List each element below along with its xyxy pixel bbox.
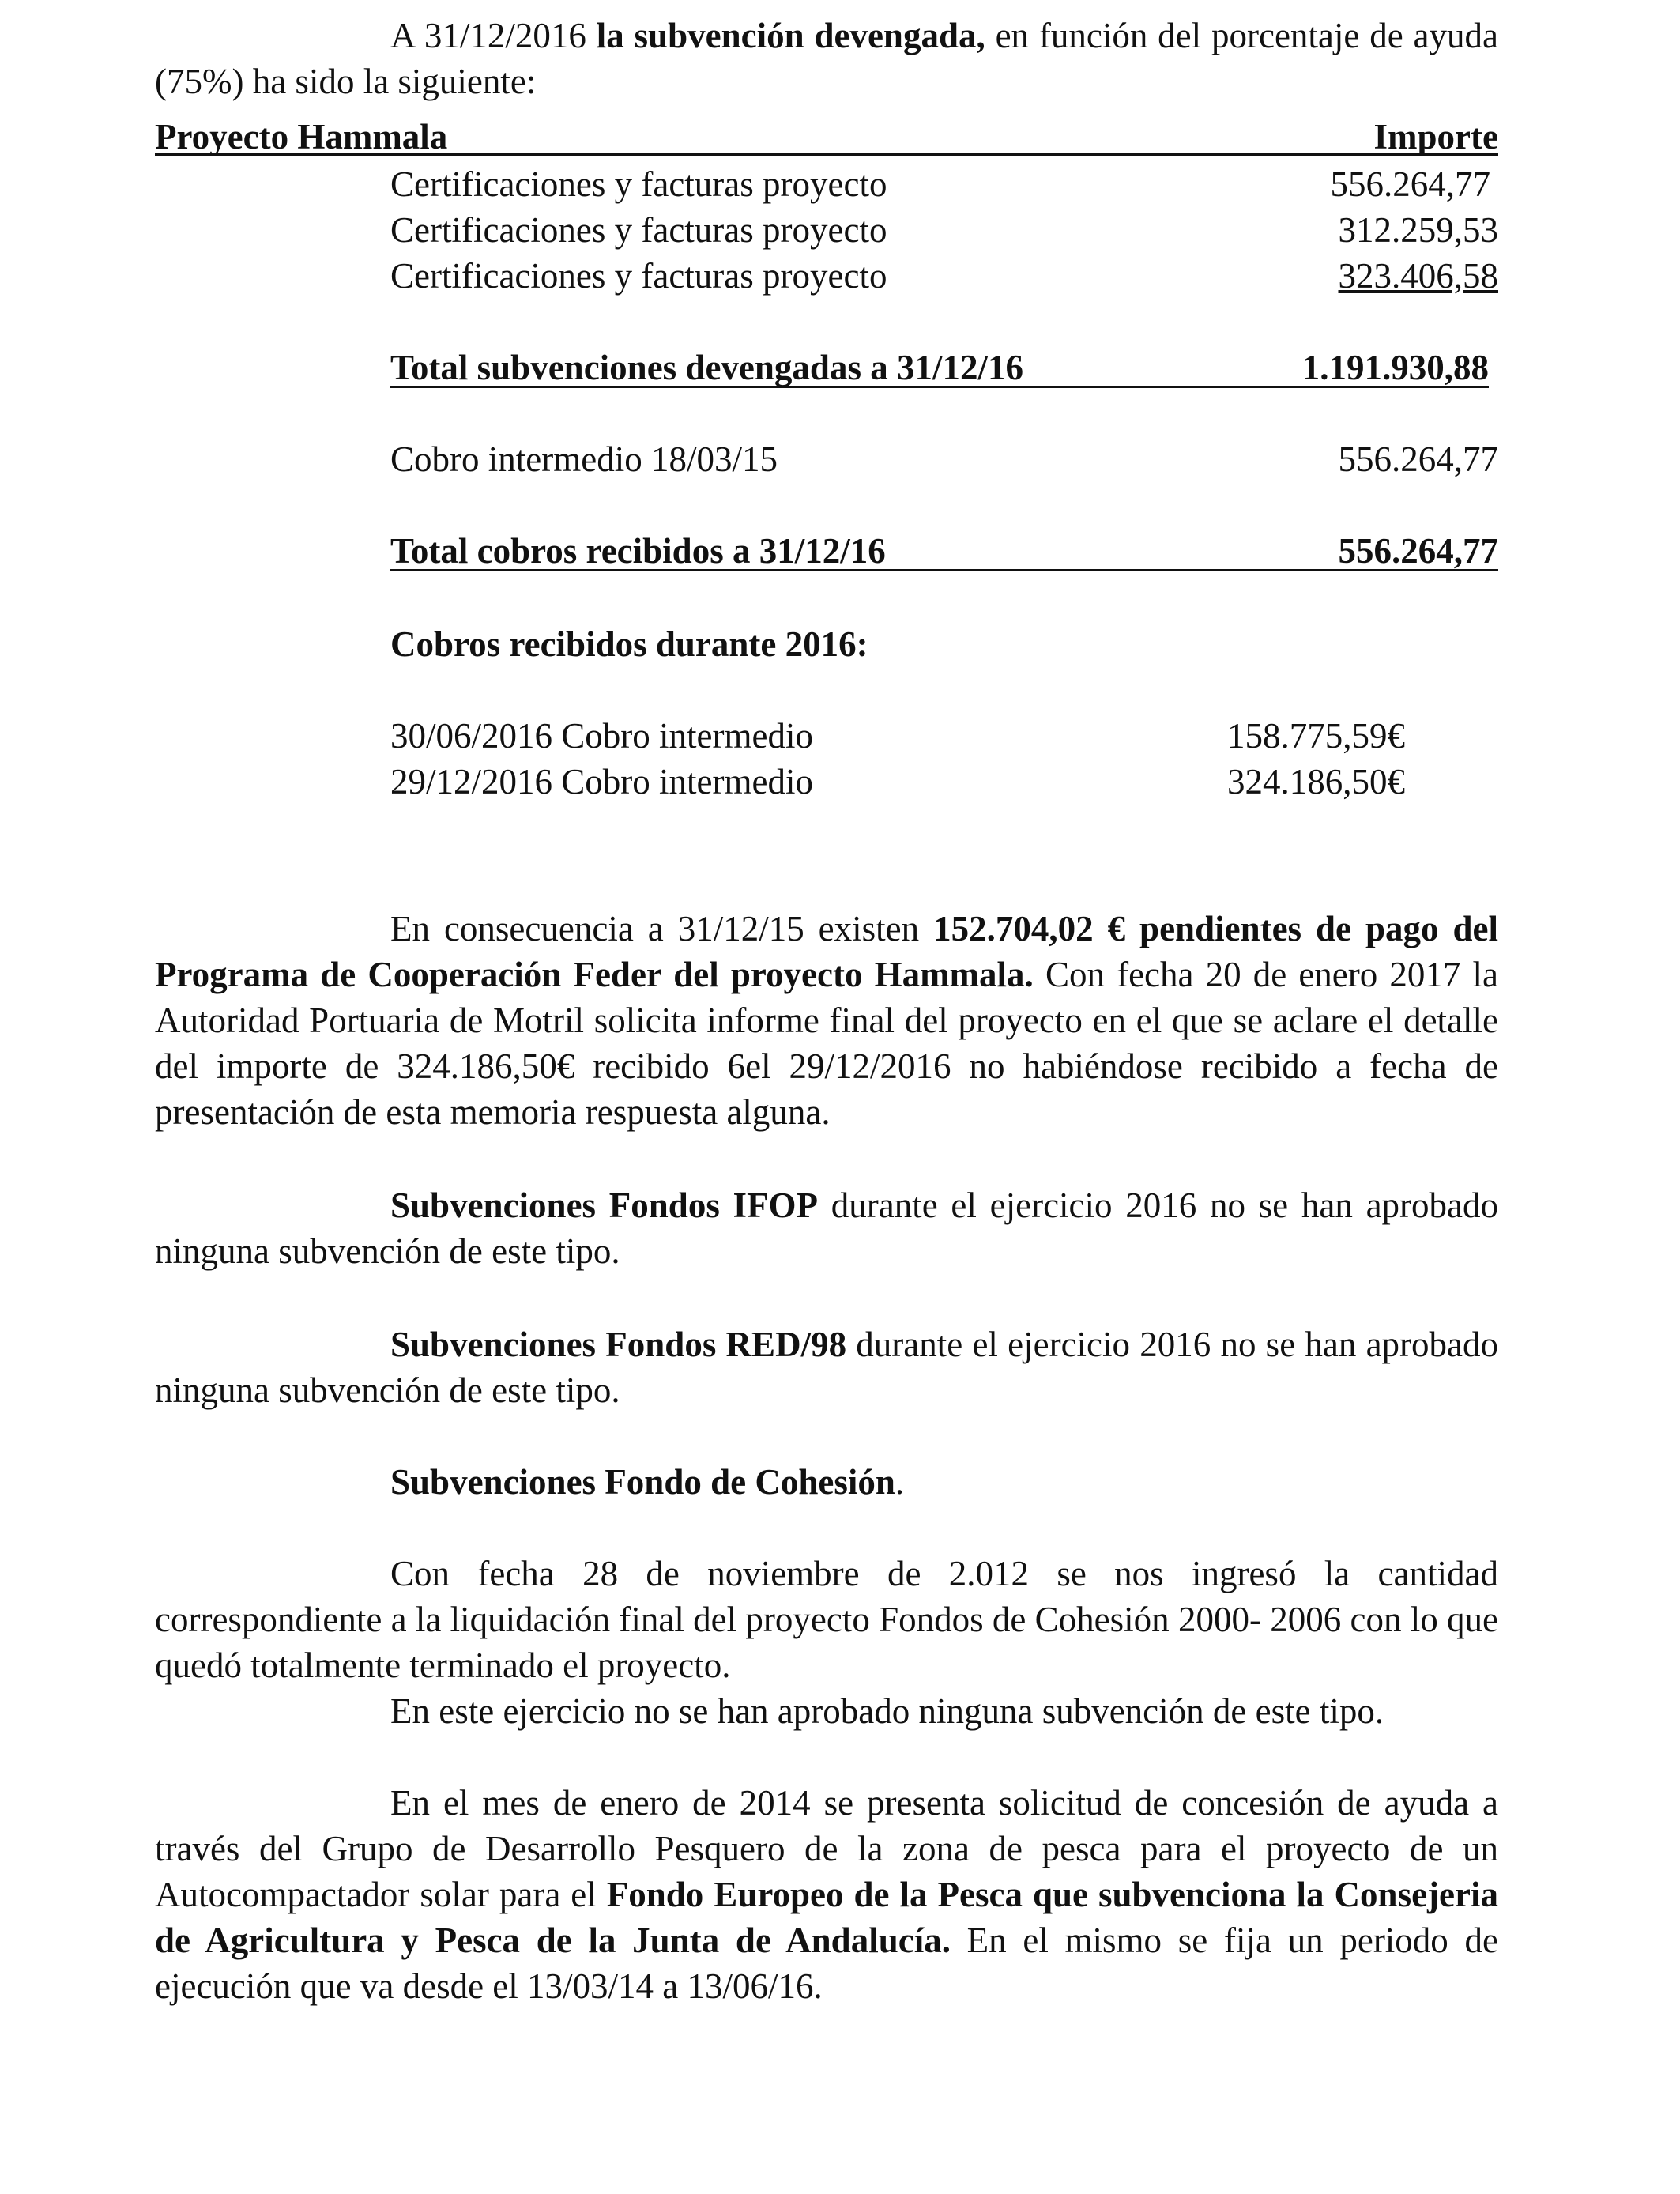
cobros-2016-row-label: 30/06/2016 Cobro intermedio [390,716,813,756]
ifop-paragraph: Subvenciones Fondos IFOP durante el ejercicio 2016 no se han aprobado ninguna subvención de este tipo. [155,1186,1498,1271]
header-rule [155,153,1498,156]
table-header-project: Proyecto Hammala [155,117,448,156]
red98-paragraph: Subvenciones Fondos RED/98 durante el ejercicio 2016 no se han aprobado ninguna subvención de este tipo. [155,1325,1499,1410]
total-devengadas-amount: 1.191.930,88 [1301,348,1489,387]
intro-paragraph [155,13,1498,104]
table-header-amount: Importe [1373,117,1498,156]
cohesion-heading: Subvenciones Fondo de Cohesión. [390,1462,905,1502]
pesca-paragraph: En el mes de enero de 2014 se presenta solicitud de concesión de ayuda a través del Grupo de Desarrollo Pesquero de la zona de pesca para el proyecto de un Autocompactador solar para el Fondo Europeo de la Pesca que subvenciona la Consejeria de Agricultura y Pesca de la Junta de Andalucía. En el mismo se fija un periodo de ejecución que va desde el 13/03/14 a 13/06/16. [155,1783,1498,2006]
table-row-label: Certificaciones y facturas proyecto [390,164,887,204]
cobro-intermedio-label: Cobro intermedio 18/03/15 [390,439,778,479]
intro-bold-text: la subvención devengada, [596,16,985,55]
total-devengadas-label: Total subvenciones devengadas a 31/12/16 [390,348,1023,387]
total-cobros-rule [390,569,1498,571]
total-devengadas-rule [390,386,1489,388]
cobro-intermedio-amount: 556.264,77 [1338,439,1498,479]
table-row-amount: 312.259,53 [1338,210,1498,250]
total-cobros-label: Total cobros recibidos a 31/12/16 [390,531,886,571]
cohesion-paragraph: Con fecha 28 de noviembre de 2.012 se nos ingresó la cantidad correspondiente a la liquidación final del proyecto Fondos de Cohesión 2000- 2006 con lo que quedó totalmente terminado el proyecto. [155,1554,1498,1685]
intro-text: A 31/12/2016 [390,16,597,55]
total-cobros-amount: 556.264,77 [1338,531,1498,571]
intro-text-cont: en función del porcentaje de ayuda (75%) ha sido la siguiente: [155,16,1498,101]
cobros-2016-heading: Cobros recibidos durante 2016: [390,624,868,664]
cobros-2016-row-amount: 324.186,50€ [1227,762,1405,801]
cobros-2016-row-amount: 158.775,59€ [1227,716,1405,756]
table-row-amount: 323.406,58 [1338,256,1498,296]
cohesion-paragraph-2: En este ejercicio no se han aprobado ninguna subvención de este tipo. [390,1691,1384,1731]
consecuencia-paragraph: En consecuencia a 31/12/15 existen 152.704,02 € pendientes de pago del Programa de Cooperación Feder del proyecto Hammala. Con fecha 20 de enero 2017 la Autoridad Portuaria de Motril solicita informe final del proyecto en el que se aclare el detalle del importe de 324.186,50€ recibido 6el 29/12/2016 no habiéndose recibido a fecha de presentación de esta memoria respuesta alguna. [155,909,1498,1132]
table-row-amount: 556.264,77 [1330,164,1490,204]
cobros-2016-row-label: 29/12/2016 Cobro intermedio [390,762,813,801]
table-row-label: Certificaciones y facturas proyecto [390,210,887,250]
table-row-label: Certificaciones y facturas proyecto [390,256,887,296]
